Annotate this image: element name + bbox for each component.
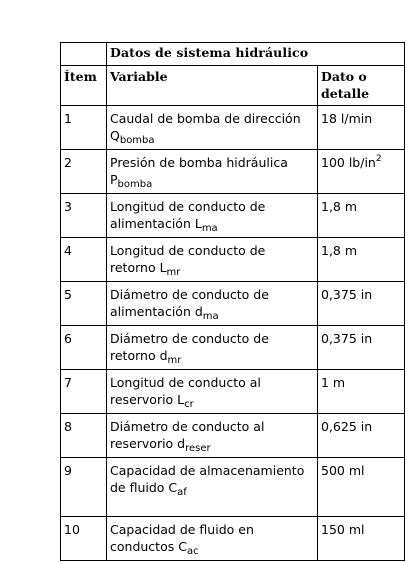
row-value bbox=[318, 150, 405, 194]
header-variable: Variable bbox=[107, 66, 318, 106]
row-value-text: 1,8 m bbox=[321, 199, 358, 214]
row-item: 9 bbox=[61, 458, 107, 517]
row-variable bbox=[107, 458, 318, 517]
row-value-text: 500 ml bbox=[321, 463, 365, 478]
row-value bbox=[318, 517, 405, 561]
row-variable-text: Diámetro de conducto al reservorio d bbox=[110, 419, 265, 451]
row-item: 6 bbox=[61, 326, 107, 370]
row-item: 7 bbox=[61, 370, 107, 414]
row-variable-subscript: ma bbox=[201, 223, 218, 234]
row-value bbox=[318, 282, 405, 326]
table-row bbox=[61, 458, 405, 517]
row-variable-text: Longitud de conducto de alimentación L bbox=[110, 199, 266, 231]
row-value-text: 1,8 m bbox=[321, 243, 358, 258]
table-row bbox=[61, 150, 405, 194]
row-variable-subscript: ac bbox=[186, 546, 199, 557]
header-value: Dato o detalle bbox=[318, 66, 405, 106]
row-variable-text: Diámetro de conducto de alimentación d bbox=[110, 287, 269, 319]
row-variable bbox=[107, 370, 318, 414]
row-variable-subscript: mr bbox=[166, 267, 181, 278]
row-value bbox=[318, 106, 405, 150]
row-value-superscript: 2 bbox=[375, 154, 382, 164]
row-item: 5 bbox=[61, 282, 107, 326]
row-variable bbox=[107, 414, 318, 458]
row-item: 8 bbox=[61, 414, 107, 458]
table-row bbox=[61, 517, 405, 561]
row-value-text: 0,625 in bbox=[321, 419, 373, 434]
row-variable-subscript: af bbox=[177, 487, 187, 498]
row-item: 1 bbox=[61, 106, 107, 150]
row-variable-text: Diámetro de conducto de retorno d bbox=[110, 331, 269, 363]
row-value bbox=[318, 194, 405, 238]
row-variable-subscript: reser bbox=[185, 443, 211, 454]
table-row bbox=[61, 238, 405, 282]
row-item: 2 bbox=[61, 150, 107, 194]
row-variable-text: Capacidad de almacenamiento de fluido C bbox=[110, 463, 305, 495]
table-row bbox=[61, 326, 405, 370]
table-row bbox=[61, 282, 405, 326]
row-item: 10 bbox=[61, 517, 107, 561]
row-variable bbox=[107, 282, 318, 326]
table-row bbox=[61, 106, 405, 150]
row-variable-subscript: bomba bbox=[119, 135, 155, 146]
row-variable-text: Longitud de conducto al reservorio L bbox=[110, 375, 261, 407]
row-value-text: 18 l/min bbox=[321, 111, 373, 126]
row-value bbox=[318, 414, 405, 458]
row-item: 3 bbox=[61, 194, 107, 238]
row-variable bbox=[107, 106, 318, 150]
row-variable bbox=[107, 517, 318, 561]
row-variable bbox=[107, 150, 318, 194]
row-value-text: 1 m bbox=[321, 375, 346, 390]
row-variable-text: Presión de bomba hidráulica P bbox=[110, 155, 288, 187]
title-empty-cell bbox=[61, 43, 107, 66]
row-value bbox=[318, 238, 405, 282]
row-variable-text: Longitud de conducto de retorno L bbox=[110, 243, 266, 275]
row-value-text: 150 ml bbox=[321, 522, 365, 537]
row-variable bbox=[107, 326, 318, 370]
row-variable-text: Capacidad de fluido en conductos C bbox=[110, 522, 254, 554]
row-value bbox=[318, 370, 405, 414]
row-value bbox=[318, 458, 405, 517]
row-variable-subscript: mr bbox=[167, 355, 182, 366]
table-title-row bbox=[61, 43, 405, 66]
table-row bbox=[61, 194, 405, 238]
row-variable-subscript: bomba bbox=[117, 179, 153, 190]
row-value-text: 0,375 in bbox=[321, 331, 373, 346]
row-value-text: 0,375 in bbox=[321, 287, 373, 302]
row-variable-text: Caudal de bomba de dirección Q bbox=[110, 111, 301, 143]
row-variable bbox=[107, 194, 318, 238]
row-value bbox=[318, 326, 405, 370]
hydraulic-data-table bbox=[60, 42, 405, 561]
row-value-text: 100 lb/in bbox=[321, 155, 376, 170]
row-item: 4 bbox=[61, 238, 107, 282]
row-variable bbox=[107, 238, 318, 282]
table-row bbox=[61, 414, 405, 458]
header-item: Ítem bbox=[61, 66, 107, 106]
table-row bbox=[61, 370, 405, 414]
table-header-row bbox=[61, 66, 405, 106]
row-variable-subscript: cr bbox=[184, 399, 194, 410]
table-title: Datos de sistema hidráulico bbox=[107, 43, 405, 66]
row-variable-subscript: ma bbox=[202, 311, 219, 322]
